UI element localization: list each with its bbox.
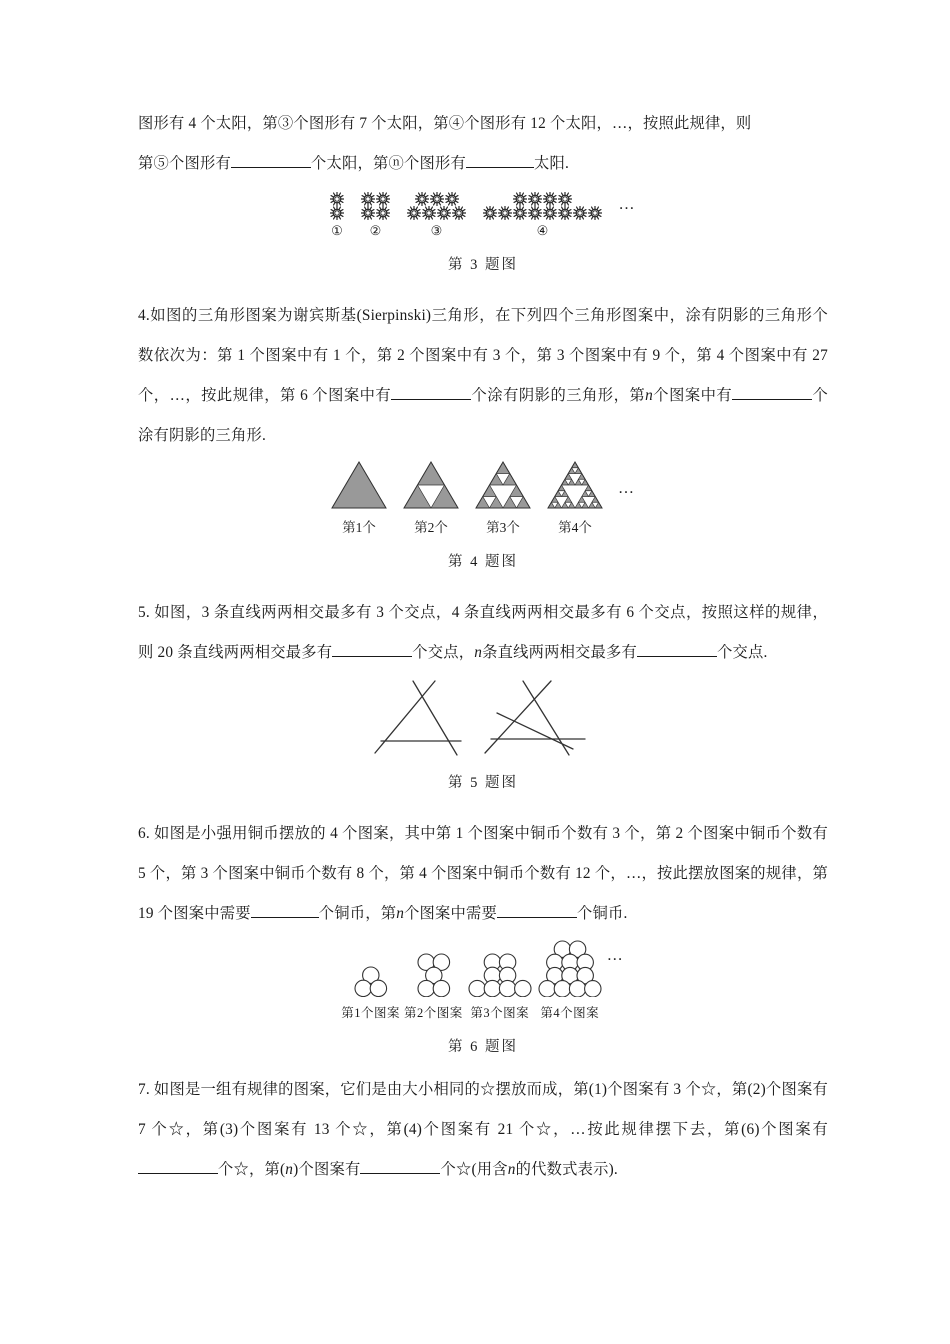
- question-4-block: [138, 296, 828, 571]
- sun-icon: [415, 192, 429, 206]
- q4-blank-1[interactable]: [391, 384, 471, 400]
- q5-text-part2: 个交点，: [412, 644, 475, 661]
- sun-group-label: ④: [536, 223, 549, 238]
- q6-var-n: n: [396, 905, 405, 922]
- sierpinski-row: [330, 460, 636, 536]
- coin-stack: [353, 964, 389, 1001]
- sun-icon: [330, 192, 344, 206]
- sun-row-bottom: [330, 206, 345, 220]
- question-7-block: [138, 1070, 828, 1190]
- question-4-caption: 第 4 题图: [448, 554, 518, 570]
- coin-pattern-label: 第2个图案: [404, 1005, 463, 1020]
- sun-icon: [513, 206, 527, 220]
- intersecting-lines-diagram: [373, 679, 593, 757]
- q5-var-n: n: [474, 644, 483, 661]
- q6-text-part2: 个铜币，第: [318, 905, 397, 922]
- q5-blank-1[interactable]: [332, 641, 412, 657]
- sierpinski-triangle: [330, 460, 388, 515]
- sun-group-label: ③: [430, 223, 443, 238]
- question-4-figure: [138, 460, 828, 536]
- sierpinski-label: 第4个: [558, 520, 592, 535]
- sun-icon: [573, 206, 587, 220]
- question-5-figure: [138, 679, 828, 757]
- q6-text-part3: 个图案中需要: [404, 905, 498, 922]
- question-3-text: [138, 104, 828, 184]
- question-3-block: [138, 104, 828, 274]
- sun-pattern-groups: [330, 192, 637, 239]
- q4-text-mid: 个涂有阴影的三角形，第: [471, 387, 646, 404]
- q6-text-part4: 个铜币.: [577, 905, 628, 922]
- q5-text-part3: 条直线两两相交最多有: [482, 644, 638, 661]
- sun-icon: [528, 206, 542, 220]
- sun-icon: [422, 206, 436, 220]
- sun-group-3: [407, 192, 467, 239]
- ellipsis: …: [606, 947, 625, 965]
- q3-line2-part3: 个图形有: [403, 155, 466, 172]
- sun-icon: [452, 206, 466, 220]
- q3-line2-part4: 太阳.: [533, 155, 570, 172]
- q4-text-main: 4.如图的三角形图案为谢宾斯基(Sierpinski)三角形，在下列四个三角形图案中，涂有阴影的三角形个数依次为：第 1 个图案中有 1 个，第 2 个图案中有 3 个，第 3 个图案中有 9 个，第 4 个图案中有 27 个，…，按此规律，第 6 个图案中有: [138, 307, 828, 404]
- q4-text-after-var: 个图案中有: [653, 387, 733, 404]
- coin-pattern-row: [341, 938, 625, 1021]
- coin-stack: [416, 951, 452, 1002]
- sierpinski-item-2: [402, 460, 460, 536]
- coin-pattern-label: 第4个图案: [540, 1005, 600, 1020]
- sierpinski-label: 第3个: [486, 520, 520, 535]
- sun-row-top: [414, 192, 459, 206]
- sun-icon: [498, 206, 512, 220]
- coin-pattern-label: 第1个图案: [341, 1005, 400, 1020]
- q7-blank-2[interactable]: [360, 1158, 440, 1174]
- sierpinski-item-4: [546, 460, 604, 536]
- sun-icon: [361, 206, 375, 220]
- sun-icon: [513, 192, 527, 206]
- sierpinski-label: 第1个: [342, 520, 376, 535]
- sierpinski-triangle: [474, 460, 532, 515]
- coin-stack: [467, 951, 533, 1002]
- sun-group-label: ②: [369, 223, 382, 238]
- q6-blank-2[interactable]: [497, 902, 577, 918]
- question-7-text: [138, 1070, 828, 1190]
- q7-blank-1[interactable]: [138, 1158, 218, 1174]
- q7-text-part3: )个图案有: [293, 1160, 361, 1178]
- sierpinski-triangle: [402, 460, 460, 515]
- q7-text-part5: 的代数式表示).: [515, 1160, 618, 1178]
- question-6-figure: [138, 938, 828, 1021]
- q6-text-part1: 6. 如图是小强用铜币摆放的 4 个图案，其中第 1 个图案中铜币个数有 3 个，第 2 个图案中铜币个数有 5 个，第 3 个图案中铜币个数有 8 个，第 4 个图案中铜币个数有 12 个，…，按此摆放图案的规律，第 19 个图案中需要: [138, 825, 828, 922]
- q7-text-part1: 7. 如图是一组有规律的图案，它们是由大小相同的☆摆放而成，第(1)个图案有 3 个☆，第(2)个图案有 7 个☆，第(3)个图案有 13 个☆，第(4)个图案有 21 个☆，…按此规律摆下去，第(6)个图案有: [138, 1080, 828, 1138]
- question-5-text: [138, 593, 828, 673]
- question-4-text: [138, 296, 828, 456]
- sun-row-top: [330, 192, 345, 206]
- sun-icon: [588, 206, 602, 220]
- sierpinski-triangle: [546, 460, 604, 515]
- sun-icon: [558, 206, 572, 220]
- sun-icon: [430, 192, 444, 206]
- question-6-caption: 第 6 题图: [448, 1038, 518, 1055]
- q7-text-part2: 个☆，第(: [218, 1160, 286, 1178]
- coin-pattern-label: 第3个图案: [470, 1005, 530, 1020]
- sun-icon: [543, 206, 557, 220]
- q7-var-n: n: [285, 1160, 294, 1178]
- coin-stack: [537, 938, 603, 1002]
- sun-group-4: [483, 192, 603, 239]
- q3-line2-part2: 个太阳，第: [310, 155, 389, 172]
- q7-var-n2: n: [507, 1160, 516, 1178]
- coin-pattern-3: [467, 951, 533, 1021]
- q3-blank-2[interactable]: [466, 152, 534, 168]
- coin-pattern-1: [341, 964, 400, 1020]
- sun-row-top: [361, 192, 391, 206]
- ellipsis: …: [618, 480, 636, 497]
- q4-blank-2[interactable]: [732, 384, 812, 400]
- sun-group-1: [330, 192, 345, 239]
- question-5-caption: 第 5 题图: [448, 775, 518, 791]
- sun-row-top: [513, 192, 573, 206]
- question-6-block: [138, 814, 828, 1056]
- sun-icon: [407, 206, 421, 220]
- q3-circled-n: ⓝ: [388, 155, 404, 172]
- q4-text-end: 个涂有阴影的三角形.: [138, 387, 829, 444]
- sun-group-label: ①: [331, 223, 343, 238]
- q5-text-part1: 5. 如图，3 条直线两两相交最多有 3 个交点，4 条直线两两相交最多有 6 个交点，按照这样的规律，则 20 条直线两两相交最多有: [138, 604, 828, 661]
- question-3-figure: [138, 192, 828, 239]
- sun-icon: [528, 192, 542, 206]
- coin-pattern-4: [537, 938, 603, 1021]
- q7-text-part4: 个☆(用含: [440, 1160, 508, 1178]
- sun-icon: [330, 206, 344, 220]
- q5-text-part4: 个交点.: [717, 644, 768, 661]
- sun-icon: [543, 192, 557, 206]
- q3-line1: 图形有 4 个太阳，第③个图形有 7 个太阳，第④个图形有 12 个太阳，…，按照此规律，则: [138, 115, 752, 132]
- question-5-block: [138, 593, 828, 792]
- question-3-caption: 第 3 题图: [448, 257, 518, 273]
- sun-row-bottom: [361, 206, 391, 220]
- question-6-text: [138, 814, 828, 934]
- sierpinski-item-1: [330, 460, 388, 536]
- sun-icon: [483, 206, 497, 220]
- sun-icon: [445, 192, 459, 206]
- sun-icon: [437, 206, 451, 220]
- sun-group-2: [361, 192, 391, 239]
- q6-blank-1[interactable]: [251, 902, 319, 918]
- sierpinski-label: 第2个: [414, 520, 448, 535]
- q4-var-n: n: [645, 387, 653, 404]
- sun-row-bottom: [483, 206, 603, 220]
- sun-icon: [376, 192, 390, 206]
- coin-pattern-2: [404, 951, 463, 1021]
- q3-blank-1[interactable]: [231, 152, 311, 168]
- sierpinski-item-3: [474, 460, 532, 536]
- sun-row-bottom: [407, 206, 467, 220]
- sun-icon: [361, 192, 375, 206]
- sun-icon: [376, 206, 390, 220]
- ellipsis: …: [618, 195, 637, 213]
- q5-blank-2[interactable]: [637, 641, 717, 657]
- sun-icon: [558, 192, 572, 206]
- q3-line2-part1: 第⑤个图形有: [138, 155, 231, 172]
